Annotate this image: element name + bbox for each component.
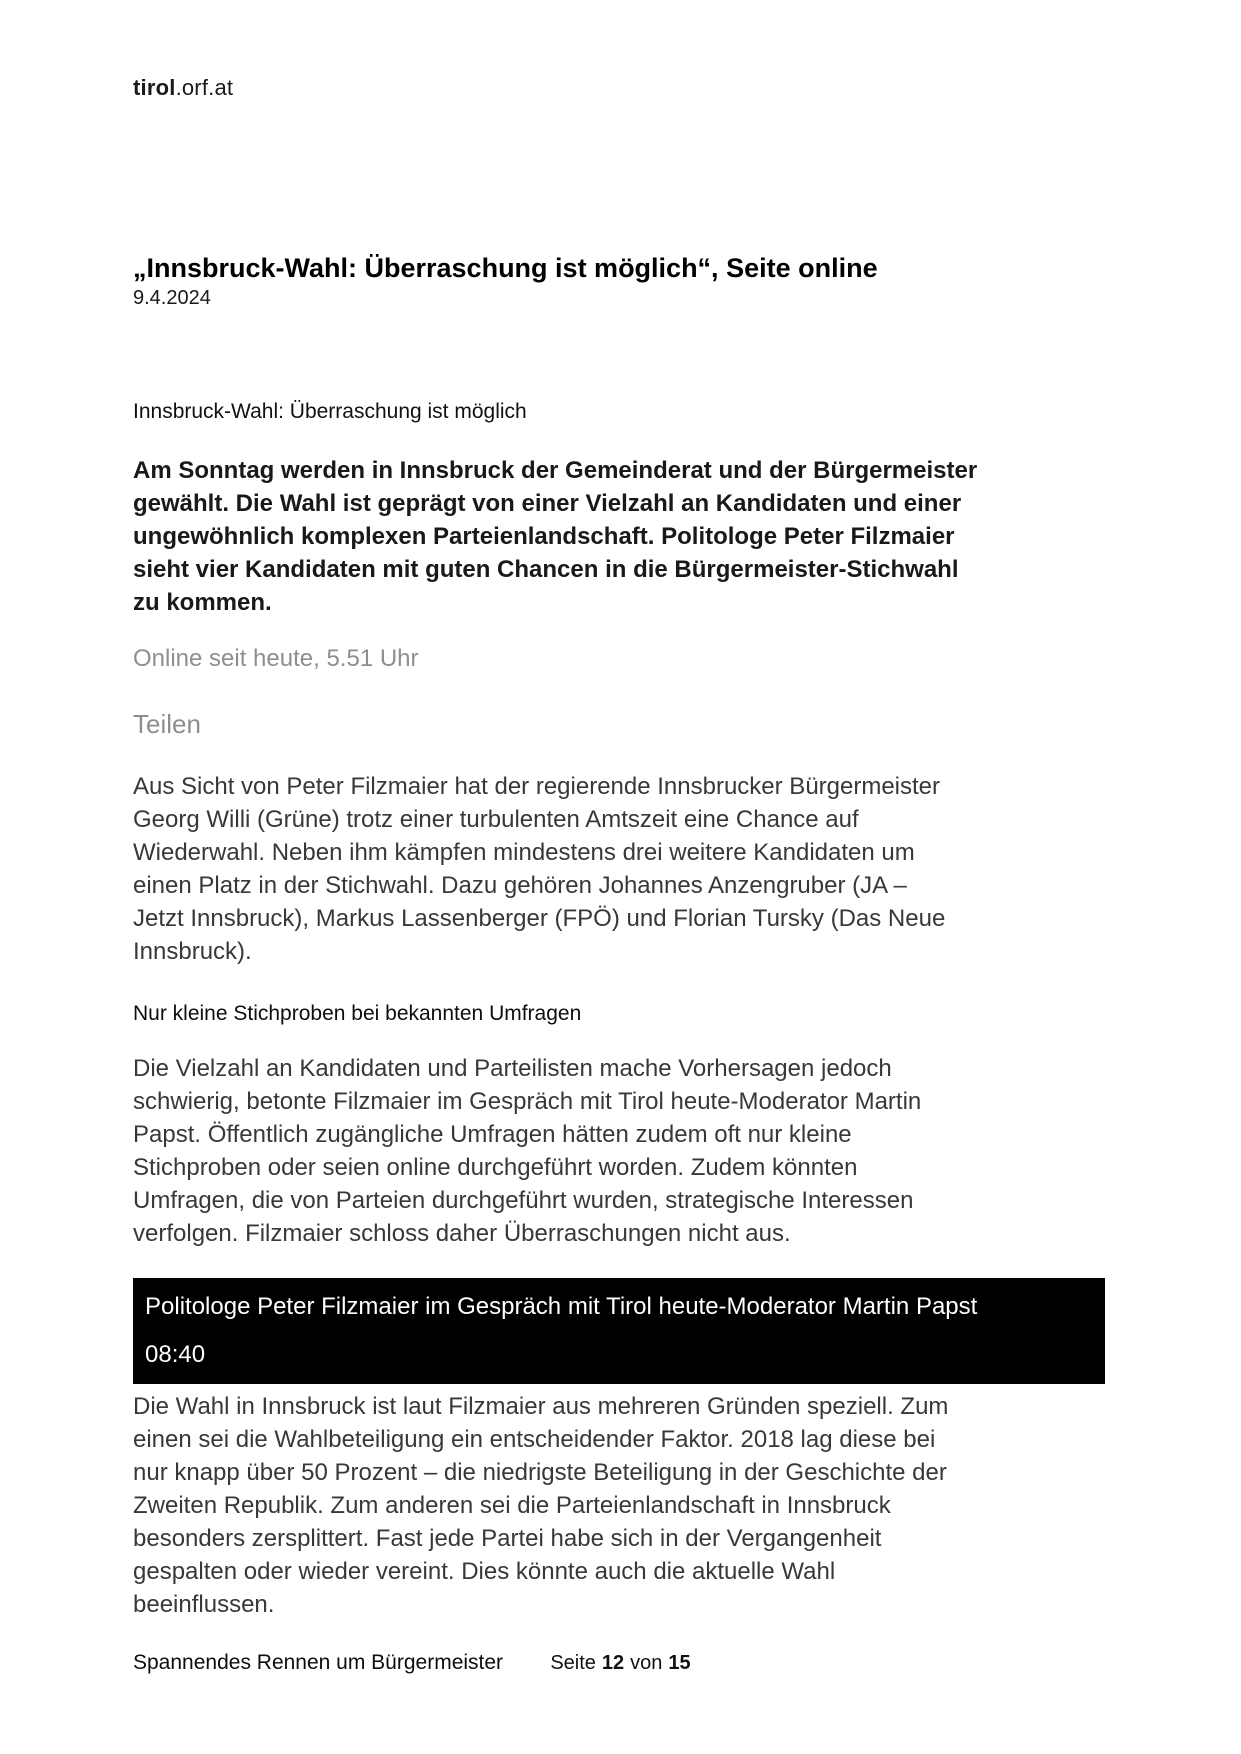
document-title: „Innsbruck-Wahl: Überraschung ist möglich“, Seite online: [133, 253, 878, 283]
page-number-footer: [0, 1652, 1241, 1675]
site-brand-bold: tirol: [133, 75, 176, 100]
article-kicker: Innsbruck-Wahl: Überraschung ist möglich: [133, 400, 527, 423]
share-label: Teilen: [133, 709, 201, 739]
video-duration: 08:40: [145, 1341, 206, 1368]
article-lead: Am Sonntag werden in Innsbruck der Gemeinderat und der Bürgermeister gewählt. Die Wahl ist geprägt von einer Vielzahl an Kandidaten und einer ungewöhnlich komplexen Parteienlandschaft. Politologe Peter Filzmaier sieht vier Kandidaten mit guten Chancen in die Bürgermeister-Stichwahl zu kommen.: [133, 457, 978, 616]
site-header: [133, 75, 1105, 101]
footer-page-current: 12: [601, 1652, 625, 1674]
article-subheading-1: Nur kleine Stichproben bei bekannten Umfragen: [133, 1002, 582, 1025]
footer-of-label: von: [630, 1652, 663, 1674]
article-subheading-2: Spannendes Rennen um Bürgermeister: [133, 1651, 504, 1674]
document-date: 9.4.2024: [133, 287, 211, 309]
footer-page-total: 15: [668, 1652, 691, 1674]
article-paragraph-1: Aus Sicht von Peter Filzmaier hat der regierende Innsbrucker Bürgermeister Georg Willi (Grüne) trotz einer turbulenten Amtszeit eine Chance auf Wiederwahl. Neben ihm kämpfen mindestens drei weitere Kandidaten um einen Platz in der Stichwahl. Dazu gehören Johannes Anzengruber (JA – Jetzt Innsbruck), Markus Lassenberger (FPÖ) und Florian Tursky (Das Neue Innsbruck).: [133, 773, 946, 965]
online-since-timestamp: Online seit heute, 5.51 Uhr: [133, 645, 419, 672]
site-brand-rest: .orf.at: [175, 75, 234, 100]
footer-page-label: Seite: [550, 1652, 596, 1674]
video-info-box: [133, 1278, 1105, 1384]
article-paragraph-3: Die Wahl in Innsbruck ist laut Filzmaier aus mehreren Gründen speziell. Zum einen sei die Wahlbeteiligung ein entscheidender Faktor. 2018 lag diese bei nur knapp über 50 Prozent – die niedrigste Beteiligung in der Geschichte der Zweiten Republik. Zum anderen sei die Parteienlandschaft in Innsbruck besonders zersplittert. Fast jede Partei habe sich in der Vergangenheit gespalten oder wieder vereint. Dies könnte auch die aktuelle Wahl beeinflussen.: [133, 1393, 949, 1618]
article-paragraph-2: Die Vielzahl an Kandidaten und Parteilisten mache Vorhersagen jedoch schwierig, betonte Filzmaier im Gespräch mit Tirol heute-Moderator Martin Papst. Öffentlich zugängliche Umfragen hätten zudem oft nur kleine Stichproben oder seien online durchgeführt worden. Zudem könnten Umfragen, die von Parteien durchgeführt wurden, strategische Interessen verfolgen. Filzmaier schloss daher Überraschungen nicht aus.: [133, 1055, 922, 1247]
video-caption: Politologe Peter Filzmaier im Gespräch mit Tirol heute-Moderator Martin Papst: [145, 1293, 978, 1320]
